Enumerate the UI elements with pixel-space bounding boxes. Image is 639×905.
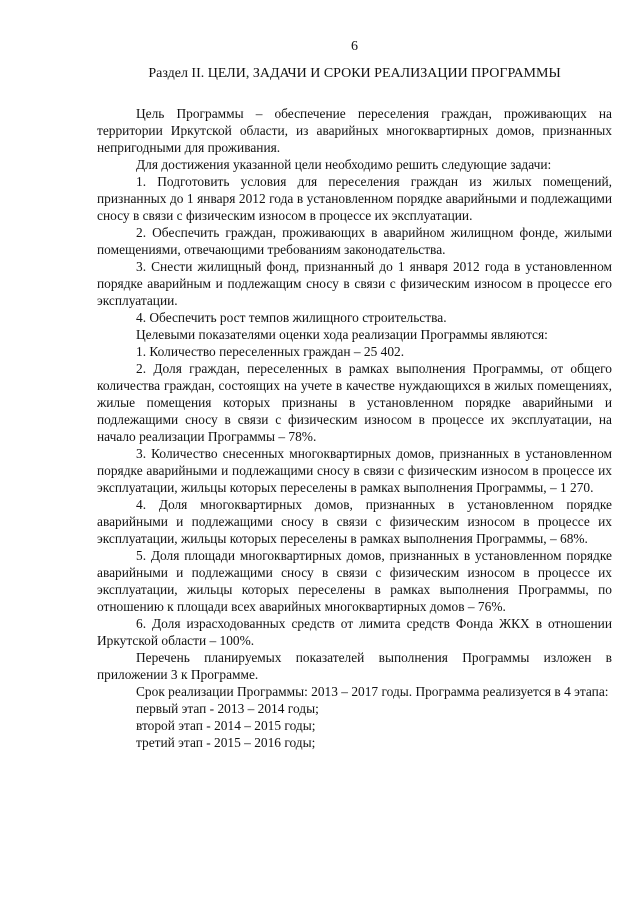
paragraph-appendix-reference: Перечень планируемых показателей выполнения Программы изложен в приложении 3 к Программе.	[97, 650, 612, 682]
paragraph-indicator-5: 5. Доля площади многоквартирных домов, признанных в установленном порядке аварийными и подлежащими сносу в связи с физическим износом в процессе их эксплуатации, жильцы которых переселены в рамках выполнения Программы, по отношению к площади всех аварийных многоквартирных домов – 76%.	[97, 548, 612, 614]
paragraph-indicator-1: 1. Количество переселенных граждан – 25 402.	[136, 344, 405, 359]
page-number: 6	[351, 39, 358, 54]
document-page	[97, 38, 612, 751]
paragraph-task-4: 4. Обеспечить рост темпов жилищного строительства.	[136, 310, 447, 325]
stage-item-3: третий этап - 2015 – 2016 годы;	[136, 735, 316, 750]
paragraph-timeline: Срок реализации Программы: 2013 – 2017 годы. Программа реализуется в 4 этапа:	[136, 684, 609, 699]
stage-item-2: второй этап - 2014 – 2015 годы;	[136, 718, 316, 733]
paragraph-task-3: 3. Снести жилищный фонд, признанный до 1 января 2012 года в установленном порядке аварийным и подлежащим сносу в связи с физическим износом в процессе его эксплуатации.	[97, 259, 612, 308]
paragraph-task-2: 2. Обеспечить граждан, проживающих в аварийном жилищном фонде, жилыми помещениями, отвечающими требованиям законодательства.	[97, 225, 612, 257]
section-title: Раздел II. ЦЕЛИ, ЗАДАЧИ И СРОКИ РЕАЛИЗАЦИИ ПРОГРАММЫ	[148, 66, 561, 81]
paragraph-indicator-3: 3. Количество снесенных многоквартирных домов, признанных в установленном порядке аварийными и подлежащими сносу в связи с физическим износом в процессе их эксплуатации, жильцы которых переселены в рамках выполнения Программы, – 1 270.	[97, 446, 612, 495]
paragraph-task-1: 1. Подготовить условия для переселения граждан из жилых помещений, признанных до 1 января 2012 года в установленном порядке аварийными и подлежащими сносу в связи с физическим износом в процессе их эксплуатации.	[97, 174, 612, 223]
paragraph-indicator-4: 4. Доля многоквартирных домов, признанных в установленном порядке аварийными и подлежащими сносу в связи с физическим износом в процессе их эксплуатации, жильцы которых переселены в рамках выполнения Программы, – 68%.	[97, 497, 612, 546]
paragraph-indicator-2: 2. Доля граждан, переселенных в рамках выполнения Программы, от общего количества граждан, состоящих на учете в качестве нуждающихся в жилых помещениях, жилые помещения которых признаны в установленном порядке аварийными и подлежащими сносу в связи с физическим износом в процессе их эксплуатации, на начало реализации Программы – 78%.	[97, 361, 612, 444]
stage-item-1: первый этап - 2013 – 2014 годы;	[136, 701, 319, 716]
paragraph-indicator-6: 6. Доля израсходованных средств от лимита средств Фонда ЖКХ в отношении Иркутской области – 100%.	[97, 616, 612, 648]
paragraph-indicators-intro: Целевыми показателями оценки хода реализации Программы являются:	[136, 327, 548, 342]
paragraph-tasks-intro: Для достижения указанной цели необходимо решить следующие задачи:	[136, 157, 552, 172]
paragraph-goal: Цель Программы – обеспечение переселения граждан, проживающих на территории Иркутской области, из аварийных многоквартирных домов, признанных непригодными для проживания.	[97, 106, 612, 155]
